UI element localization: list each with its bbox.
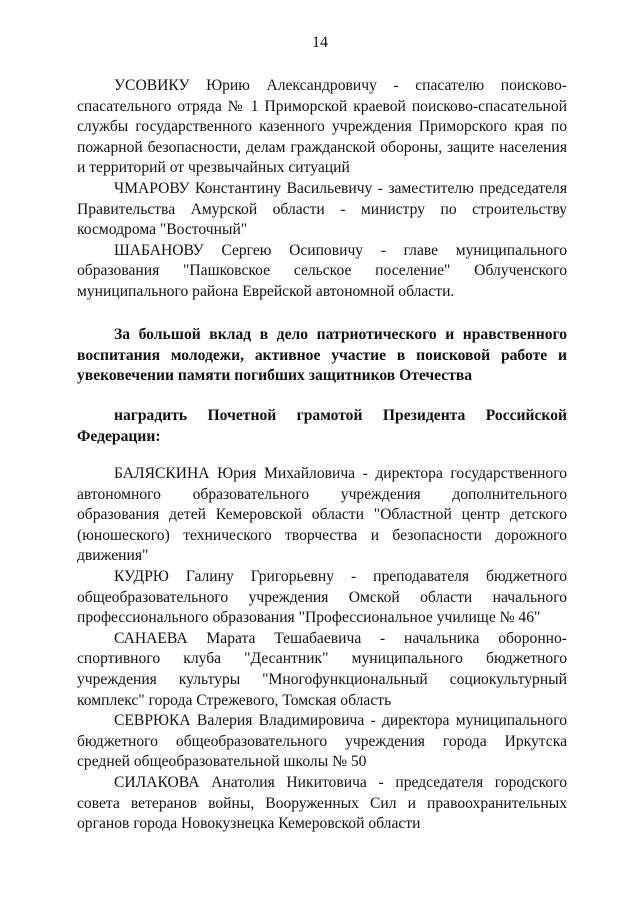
awardee-balyaskin: БАЛЯСКИНА Юрия Михайловича - директора государственного автономного образовательного учреждения дополнительного образования детей Кемеровской области "Областной центр детского (юношеского) технического творчества и безопасности дорожного движения" — [77, 465, 567, 565]
award-statement — [77, 406, 567, 447]
awardee-sevryuk: СЕВРЮКА Валерия Владимировича - директора муниципального бюджетного общеобразовательного учреждения города Иркутска средней общеобразовательной школы № 50 — [77, 712, 567, 771]
award-statement-text: наградить Почетной грамотой Президента Российской Федерации: — [77, 407, 567, 445]
merit-heading — [77, 325, 567, 387]
awardee-shabanov: ШАБАНОВУ Сергею Осиповичу - главе муниципального образования "Пашковское сельское поселение" Облученского муниципального района Еврейской автономной области. — [77, 241, 567, 300]
merit-heading-text: За большой вклад в дело патриотического и нравственного воспитания молодежи, активное участие в поисковой работе и увековечении памяти погибших защитников Отечества — [77, 326, 567, 385]
awardee-kudrya: КУДРЮ Галину Григорьевну - преподавателя бюджетного общеобразовательного учреждения Омской области начального профессионального образования "Профессиональное училище № 46" — [77, 567, 567, 627]
awardee-chmarov: ЧМАРОВУ Константину Васильевичу - заместителю председателя Правительства Амурской области - министру по строительству космодрома "Восточный" — [77, 179, 567, 239]
awardee-usovik: УСОВИКУ Юрию Александровичу - спасателю поисково-спасательного отряда № 1 Приморской краевой поисково-спасательной службы государственного казенного учреждения Приморского края по пожарной безопасности, делам гражданской обороны, защите населения и территорий от чрезвычайных ситуаций — [77, 77, 567, 177]
awardee-silakov: СИЛАКОВА Анатолия Никитовича - председателя городского совета ветеранов войны, Вооруженных Сил и правоохранительных органов города Новокузнецка Кемеровской области — [77, 773, 567, 833]
awardees-list-bottom — [77, 464, 567, 835]
page-number: 14 — [312, 34, 328, 51]
awardees-list-top — [77, 76, 567, 303]
awardee-sanaev: САНАЕВА Марата Тешабаевича - начальника оборонно-спортивного клуба "Десантник" муниципального бюджетного учреждения культуры "Многофункциональный социокультурный комплекс" города Стрежевого, Томская область — [77, 629, 567, 709]
